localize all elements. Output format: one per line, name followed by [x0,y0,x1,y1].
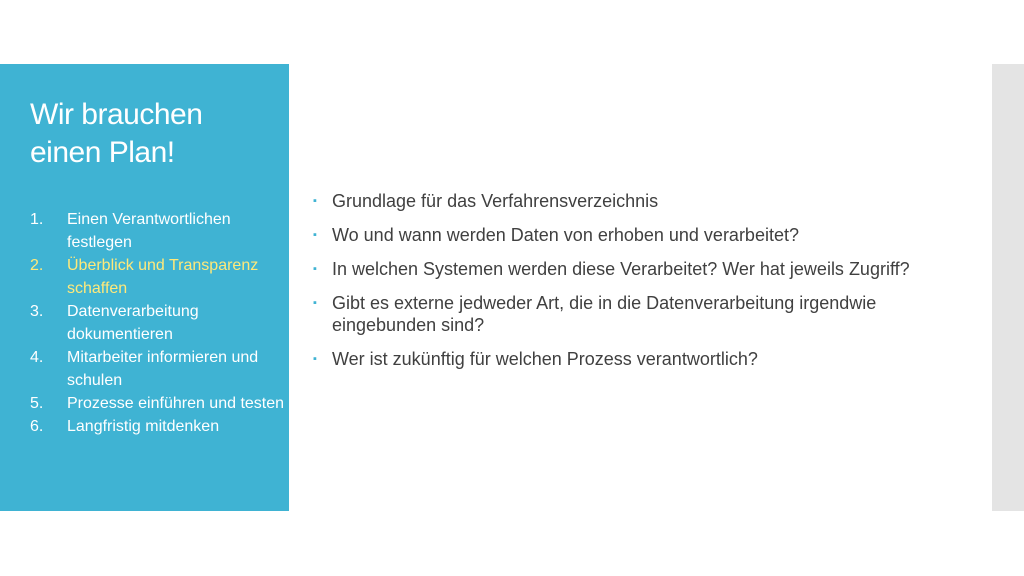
step-item [30,208,285,254]
step-number: 4. [30,349,44,366]
step-item-active [30,254,285,300]
bullet-item [313,292,973,336]
bullet-icon: ▪ [313,229,317,241]
bullet-item [313,348,973,370]
side-strip [992,64,1024,511]
slide [0,64,1024,511]
bullet-text: In welchen Systemen werden diese Verarbeitet? Wer hat jeweils Zugriff? [332,259,910,279]
bullet-item [313,190,973,212]
step-item [30,346,285,392]
step-item [30,392,285,415]
bullet-item [313,258,973,280]
content-bullets [313,190,973,382]
bullet-text: Gibt es externe jedweder Art, die in die Datenverarbeitung irgendwie eingebunden sind? [332,293,877,335]
bullet-text: Wer ist zukünftig für welchen Prozess verantwortlich? [332,349,758,369]
bullet-item [313,224,973,246]
bullet-text: Wo und wann werden Daten von erhoben und verarbeitet? [332,225,799,245]
step-text: Einen Verantwortlichen festlegen [67,211,231,251]
bullet-text: Grundlage für das Verfahrensverzeichnis [332,191,659,211]
step-number: 5. [30,395,44,412]
bullet-icon: ▪ [313,353,317,365]
step-item [30,300,285,346]
step-number: 3. [30,303,44,320]
step-text: Langfristig mitdenken [67,418,220,435]
bullet-icon: ▪ [313,297,317,309]
step-text: Überblick und Transparenz schaffen [67,257,259,297]
step-text: Datenverarbeitung dokumentieren [67,303,199,343]
slide-title: Wir brauchen einen Plan! [30,98,203,169]
step-number: 2. [30,257,44,274]
step-item [30,415,285,438]
bullet-icon: ▪ [313,195,317,207]
step-number: 1. [30,211,44,228]
step-number: 6. [30,418,44,435]
bullet-icon: ▪ [313,263,317,275]
step-text: Mitarbeiter informieren und schulen [67,349,259,389]
steps-list [30,208,285,438]
title-panel [0,64,289,511]
step-text: Prozesse einführen und testen [67,395,285,412]
